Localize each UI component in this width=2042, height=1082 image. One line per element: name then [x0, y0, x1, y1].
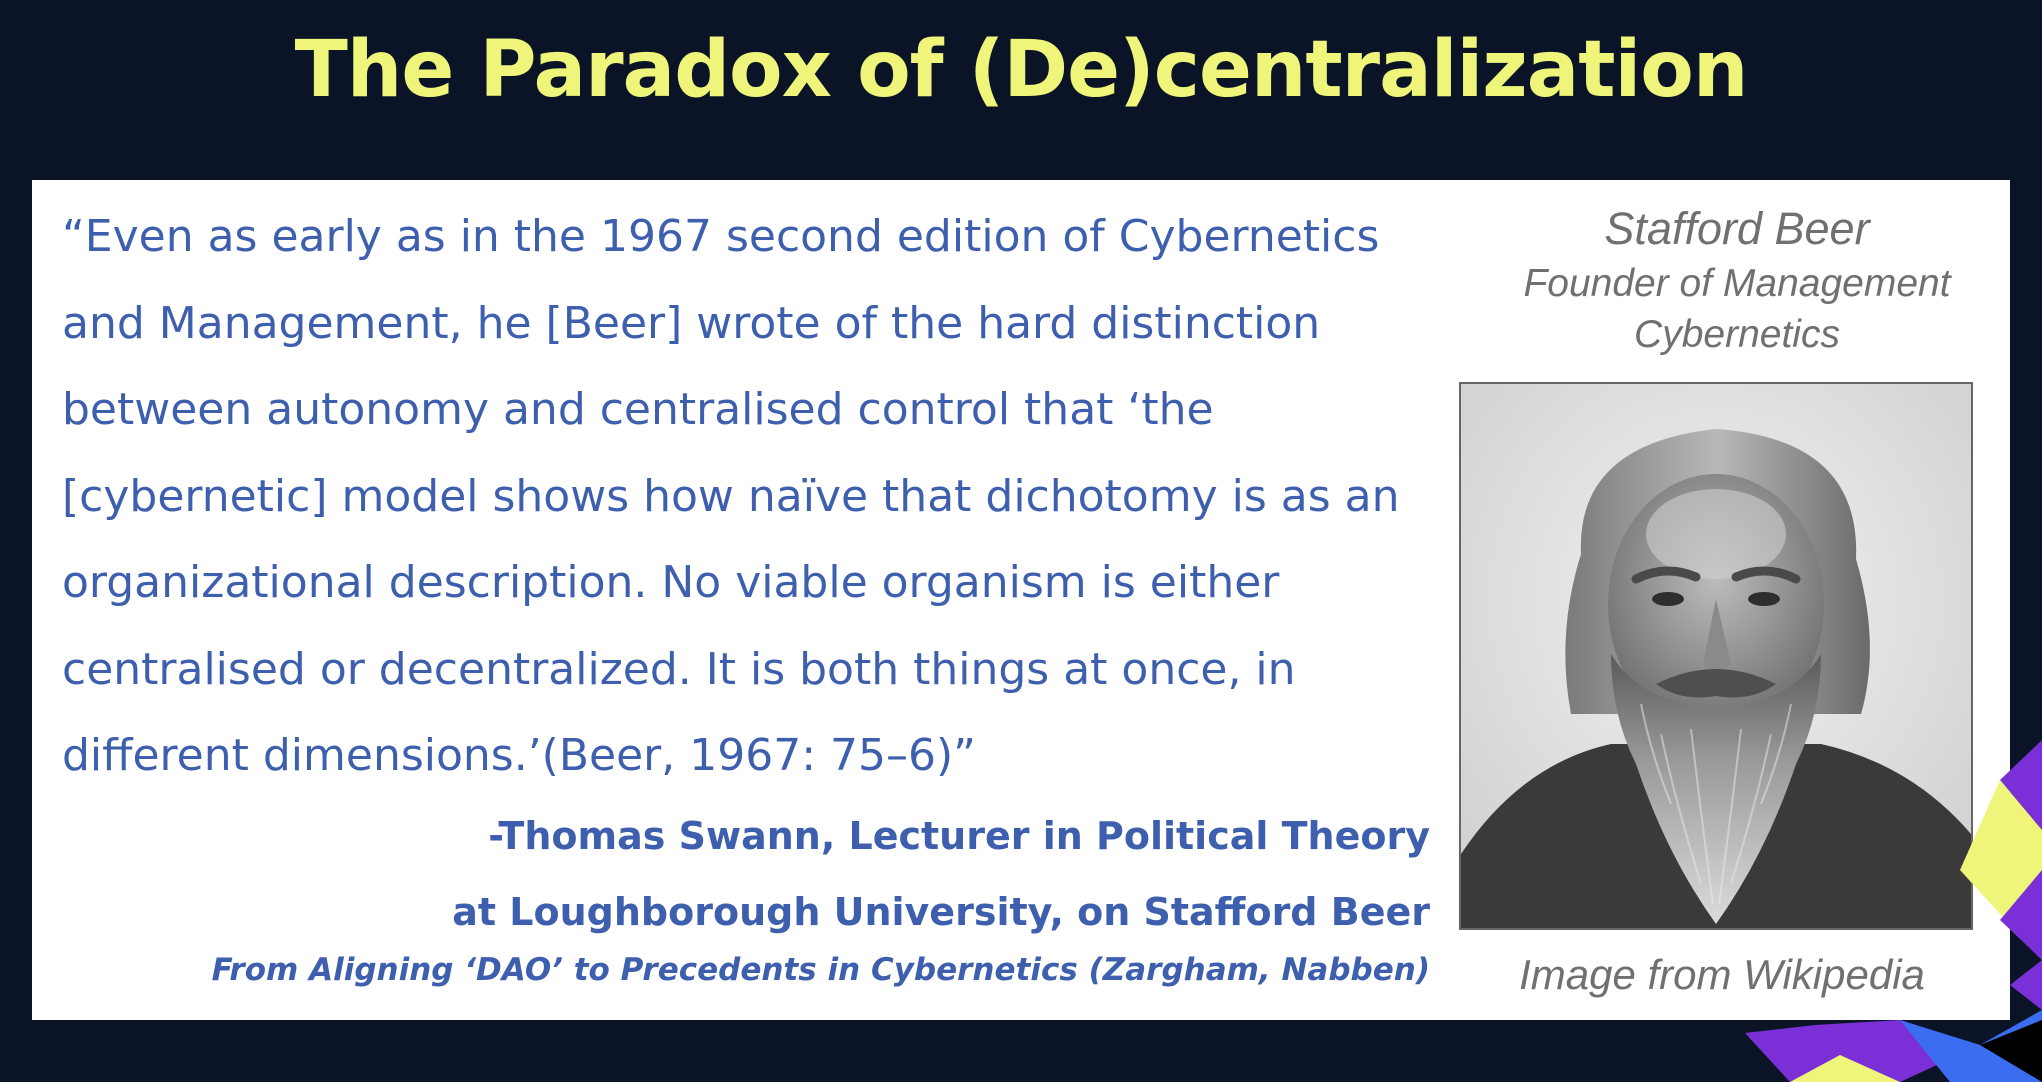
- decorative-geometric-shapes: [1730, 720, 2042, 1082]
- portrait-caption: [1462, 200, 2012, 360]
- image-credit: Image from Wikipedia: [1519, 951, 1925, 998]
- content-card: [32, 180, 2010, 1020]
- quote-text: “Even as early as in the 1967 second edition of Cybernetics and Management, he [Beer] wrote of the hard distinction between autonomy and centralised control that ‘the [cybernetic] model shows how naïve that dichotomy is as an organizational description. No viable organism is either centralised or decentralized. It is both things at once, in different dimensions.’(Beer, 1967: 75–6)”: [62, 211, 1400, 781]
- portrait-role-line-2: Cybernetics: [1634, 313, 1840, 356]
- slide-title: The Paradox of (De)centralization: [294, 25, 1748, 115]
- deco-purple-small: [2010, 960, 2042, 1010]
- quote-attribution: [452, 798, 1430, 950]
- portrait-name: Stafford Beer: [1604, 203, 1870, 254]
- attribution-line-1: -Thomas Swann, Lecturer in Political Theory: [488, 814, 1430, 858]
- portrait-role-line-1: Founder of Management: [1523, 262, 1951, 305]
- source-citation: From Aligning ‘DAO’ to Precedents in Cybernetics (Zargham, Nabben): [211, 952, 1430, 988]
- attribution-line-2: at Loughborough University, on Stafford Beer: [452, 890, 1430, 934]
